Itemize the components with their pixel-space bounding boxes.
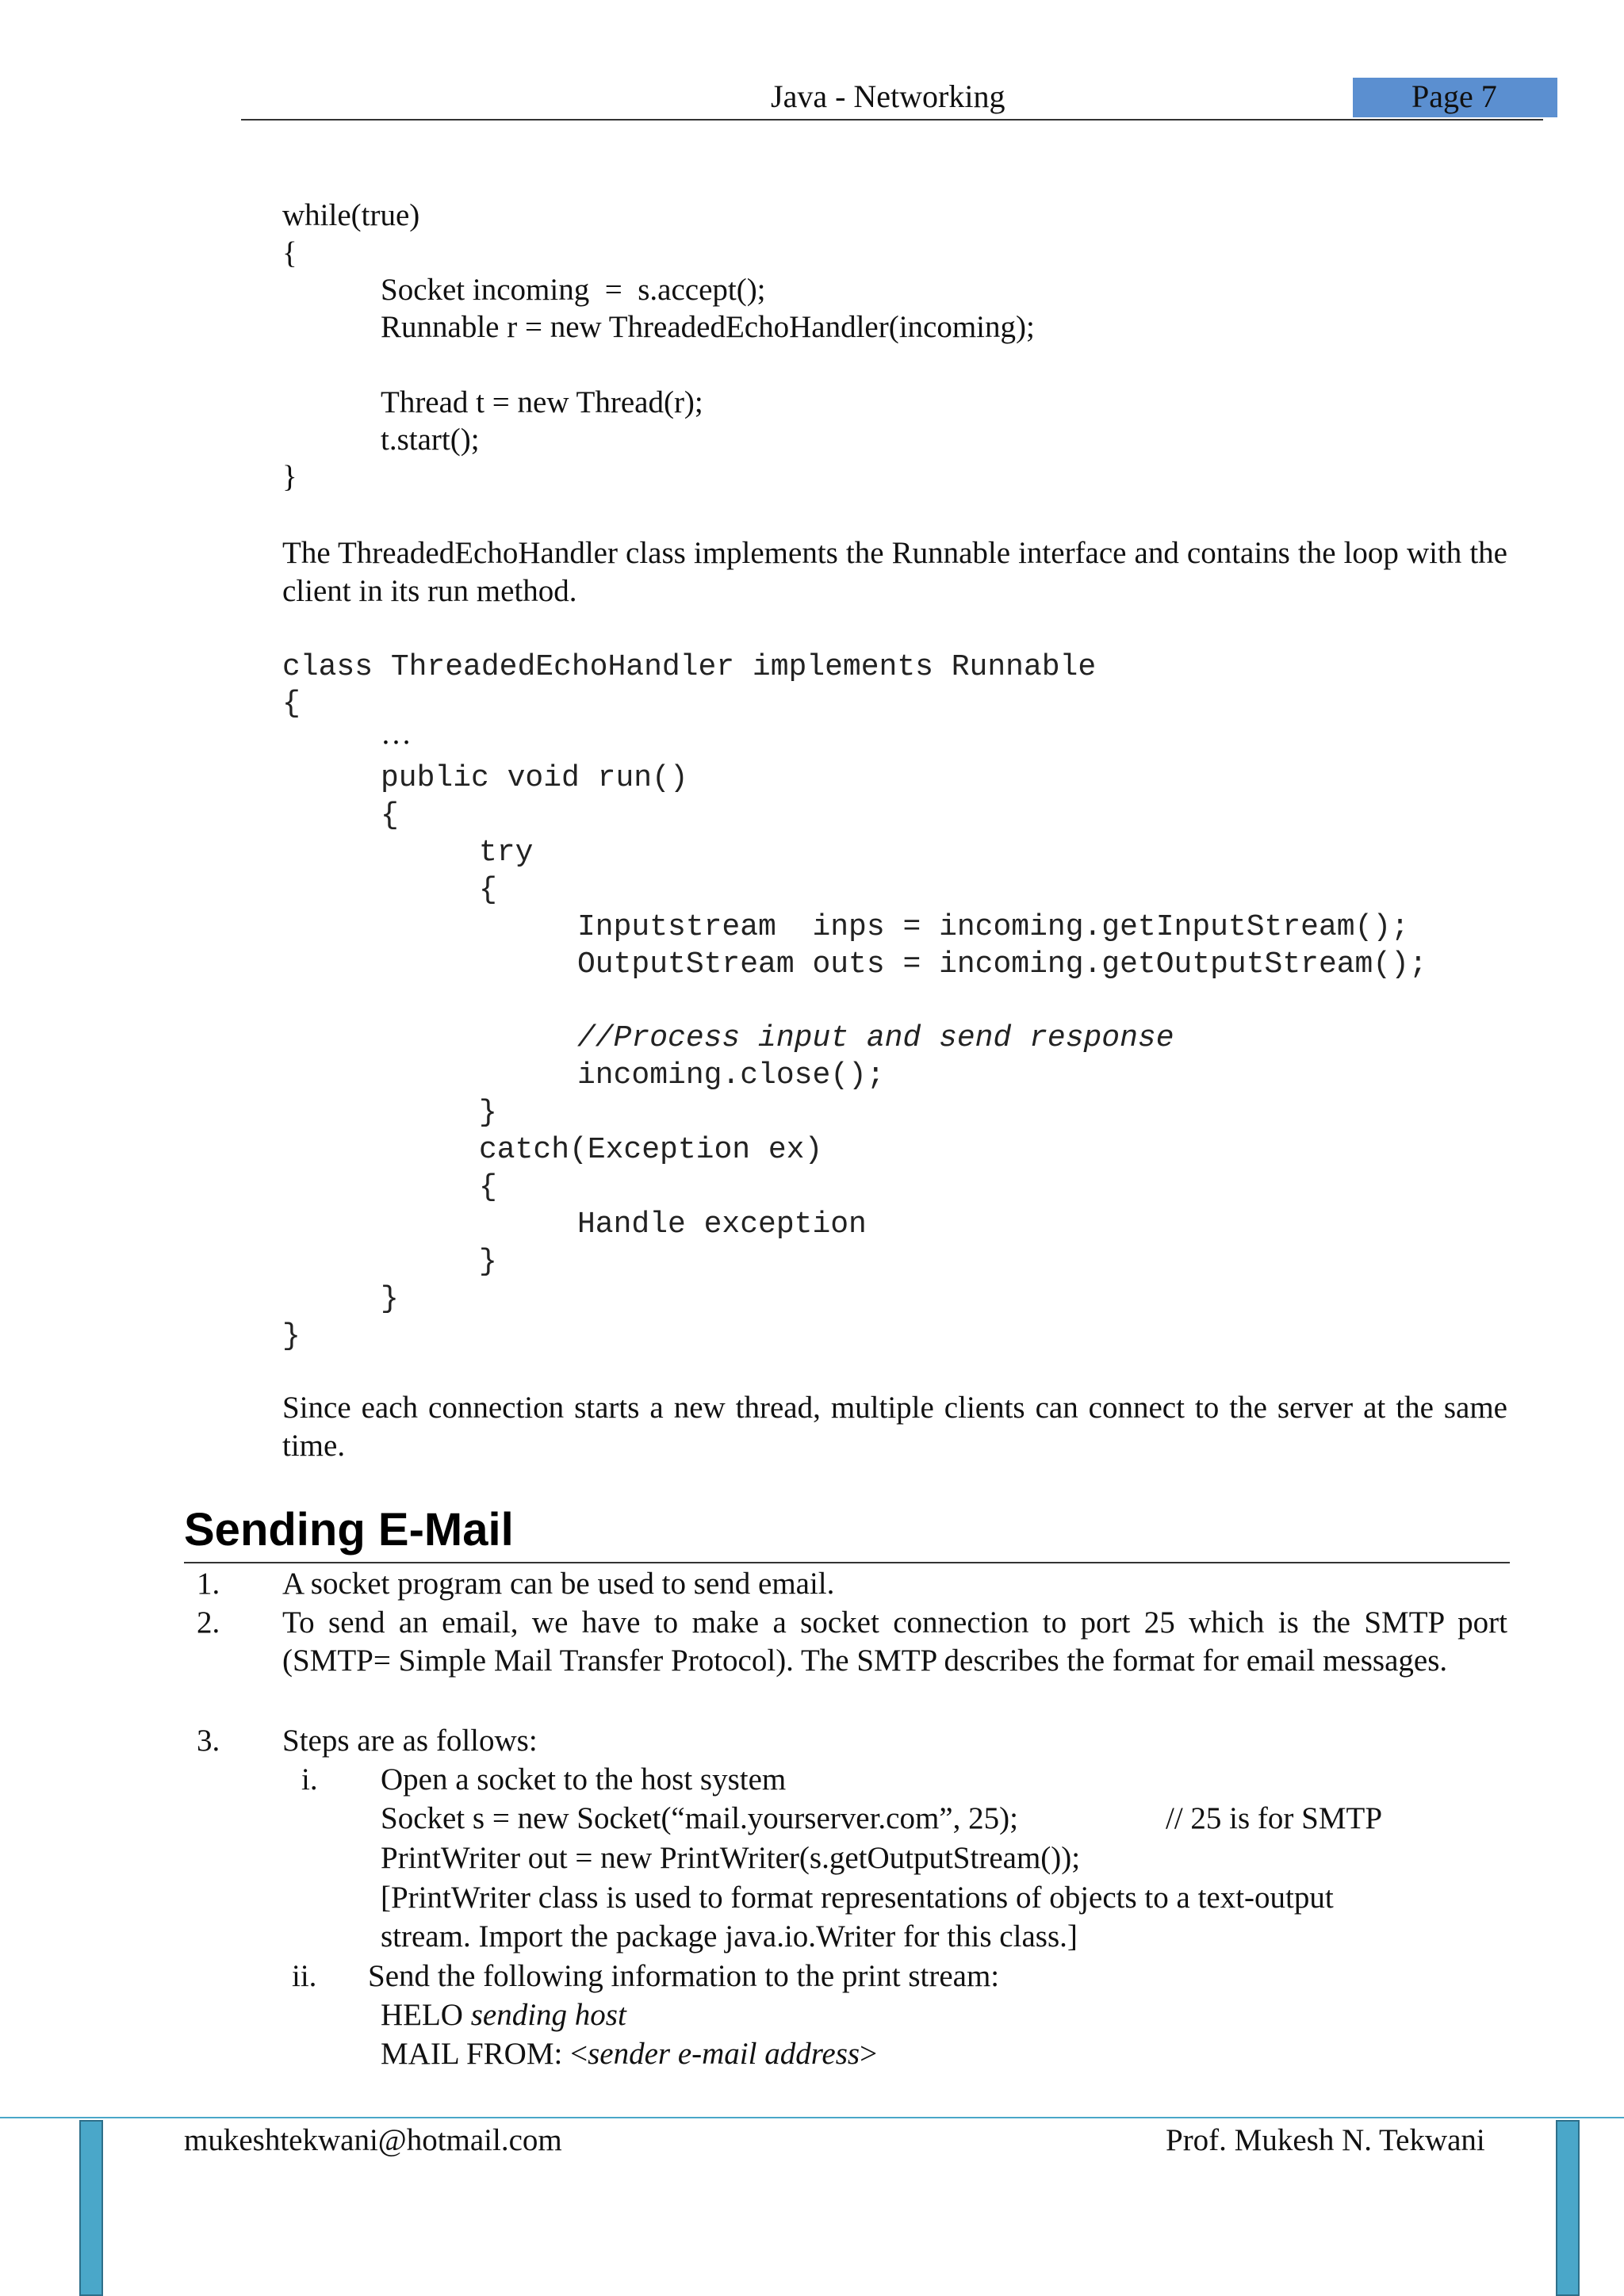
footer-right-bar — [1556, 2120, 1580, 2296]
list-number: 1. — [197, 1567, 220, 1601]
sublist-line: Open a socket to the host system — [381, 1762, 787, 1797]
footer-author: Prof. Mukesh N. Tekwani — [1166, 2123, 1485, 2157]
code-line: { — [381, 798, 399, 832]
sublist-line: PrintWriter out = new PrintWriter(s.getOutputStream()); — [381, 1841, 1081, 1875]
list-item: To send an email, we have to make a socket connection to port 25 which is the SMTP port (SMTP= Simple Mail Transfer Protocol). The SMTP describes the format for email messages. — [282, 1605, 1507, 1678]
footer-email: mukeshtekwani@hotmail.com — [184, 2123, 562, 2157]
mail-italic: sender e-mail address — [588, 2037, 860, 2071]
code-line: } — [479, 1245, 497, 1279]
mail-text: MAIL FROM: < — [381, 2037, 588, 2071]
list-item: Steps are as follows: — [282, 1724, 538, 1758]
code-line: { — [479, 1170, 497, 1204]
section-heading: Sending E-Mail — [184, 1504, 514, 1556]
sublist-line: stream. Import the package java.io.Writer for this class.] — [381, 1919, 1078, 1954]
code-line: incoming.close(); — [577, 1058, 885, 1093]
helo-italic: sending host — [470, 1998, 626, 2032]
footer-left-bar — [79, 2120, 103, 2296]
sublist-comment: // 25 is for SMTP — [1166, 1801, 1383, 1835]
list-item: A socket program can be used to send email. — [282, 1567, 835, 1601]
list-number: 3. — [197, 1724, 220, 1758]
sublist-number: i. — [301, 1762, 318, 1797]
body-paragraph: Since each connection starts a new thread, multiple clients can connect to the server at the same time. — [282, 1391, 1507, 1463]
footer-rule — [0, 2117, 1624, 2118]
code-line: { — [282, 236, 297, 270]
code-line: public void run() — [381, 761, 688, 795]
code-line: { — [479, 873, 497, 907]
code-line: } — [282, 1319, 301, 1353]
sublist-line — [381, 1996, 626, 2034]
code-line: } — [282, 460, 297, 494]
code-line: Thread t = new Thread(r); — [381, 385, 703, 419]
list-number: 2. — [197, 1605, 220, 1640]
mail-close: > — [860, 2037, 878, 2071]
section-rule — [184, 1562, 1510, 1563]
code-line: … — [381, 717, 412, 751]
code-line: Handle exception — [577, 1207, 867, 1242]
code-line: catch(Exception ex) — [479, 1133, 823, 1167]
code-line: Inputstream inps = incoming.getInputStream(); — [577, 910, 1409, 944]
sublist-line — [381, 2035, 877, 2073]
sublist-number: ii. — [292, 1959, 317, 1993]
sublist-line: [PrintWriter class is used to format representations of objects to a text-output — [381, 1881, 1334, 1915]
code-comment: //Process input and send response — [577, 1021, 1174, 1055]
code-line: { — [282, 687, 301, 721]
header-title: Java - Networking — [771, 78, 1005, 114]
code-line: class ThreadedEchoHandler implements Runnable — [282, 650, 1097, 684]
code-line: Runnable r = new ThreadedEchoHandler(incoming); — [381, 310, 1035, 344]
code-line: } — [479, 1096, 497, 1130]
header-rule — [241, 119, 1543, 121]
sublist-line: Socket s = new Socket(“mail.yourserver.com”, 25); — [381, 1801, 1018, 1835]
sublist-line: Send the following information to the print stream: — [368, 1959, 1000, 1993]
code-line: t.start(); — [381, 423, 480, 457]
code-line: } — [381, 1282, 399, 1316]
helo-text: HELO — [381, 1998, 471, 2032]
code-line: while(true) — [282, 198, 420, 232]
body-paragraph: The ThreadedEchoHandler class implements the Runnable interface and contains the loop with the client in its run method. — [282, 536, 1507, 608]
code-line: try — [479, 836, 534, 870]
code-line: Socket incoming = s.accept(); — [381, 273, 766, 307]
page-number-label: Page 7 — [1411, 78, 1497, 114]
code-line: OutputStream outs = incoming.getOutputStream(); — [577, 947, 1427, 982]
